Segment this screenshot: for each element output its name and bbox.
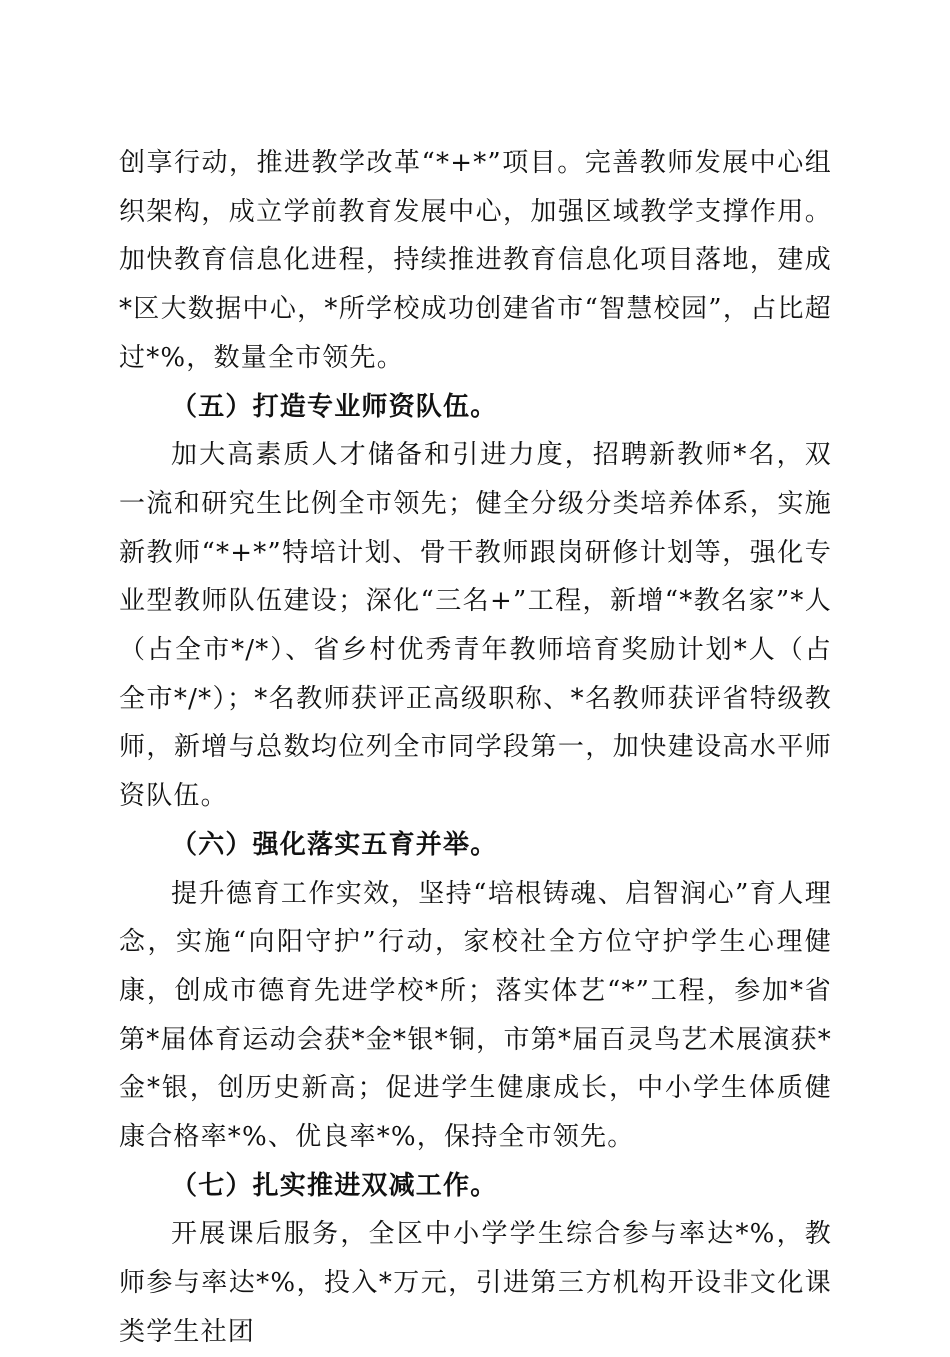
- section-heading-6: （六）强化落实五育并举。: [171, 829, 498, 860]
- paragraph-teacher-team: 加大高素质人才储备和引进力度，招聘新教师*名，双一流和研究生比例全市领先；健全分级分类培养体系，实施新教师“*+*”特培计划、骨干教师跟岗研修计划等，强化专业型教师队伍建设；深化“三名+”工程，新增“*教名家”*人（占全市*/*）、省乡村优秀青年教师培育奖励计划*人（占全市*/*）；*名教师获评正高级职称、*名教师获评省特级教师，新增与总数均位列全市同学段第一，加快建设高水平师资队伍。: [119, 440, 832, 812]
- paragraph-five-education: 提升德育工作实效，坚持“培根铸魂、启智润心”育人理念，实施“向阳守护”行动，家校社全方位守护学生心理健康，创成市德育先进学校*所；落实体艺“*”工程，参加*省第*届体育运动会获*金*银*铜，市第*届百灵鸟艺术展演获*金*银，创历史新高；促进学生健康成长，中小学生体质健康合格率*%、优良率*%，保持全市领先。: [119, 878, 832, 1153]
- section-heading-5: （五）打造专业师资队伍。: [171, 391, 498, 422]
- section-heading-7: （七）扎实推进双减工作。: [171, 1170, 498, 1201]
- paragraph-double-reduction: 开展课后服务，全区中小学学生综合参与率达*%，教师参与率达*%，投入*万元，引进第三方机构开设非文化课类学生社团: [119, 1219, 832, 1347]
- paragraph-intro-continuation: 创享行动，推进教学改革“*+*”项目。完善教师发展中心组织架构，成立学前教育发展中心，加强区域教学支撑作用。加快教育信息化进程，持续推进教育信息化项目落地，建成*区大数据中心，*所学校成功创建省市“智慧校园”，占比超过*%，数量全市领先。: [119, 148, 832, 373]
- document-body: [119, 139, 832, 1357]
